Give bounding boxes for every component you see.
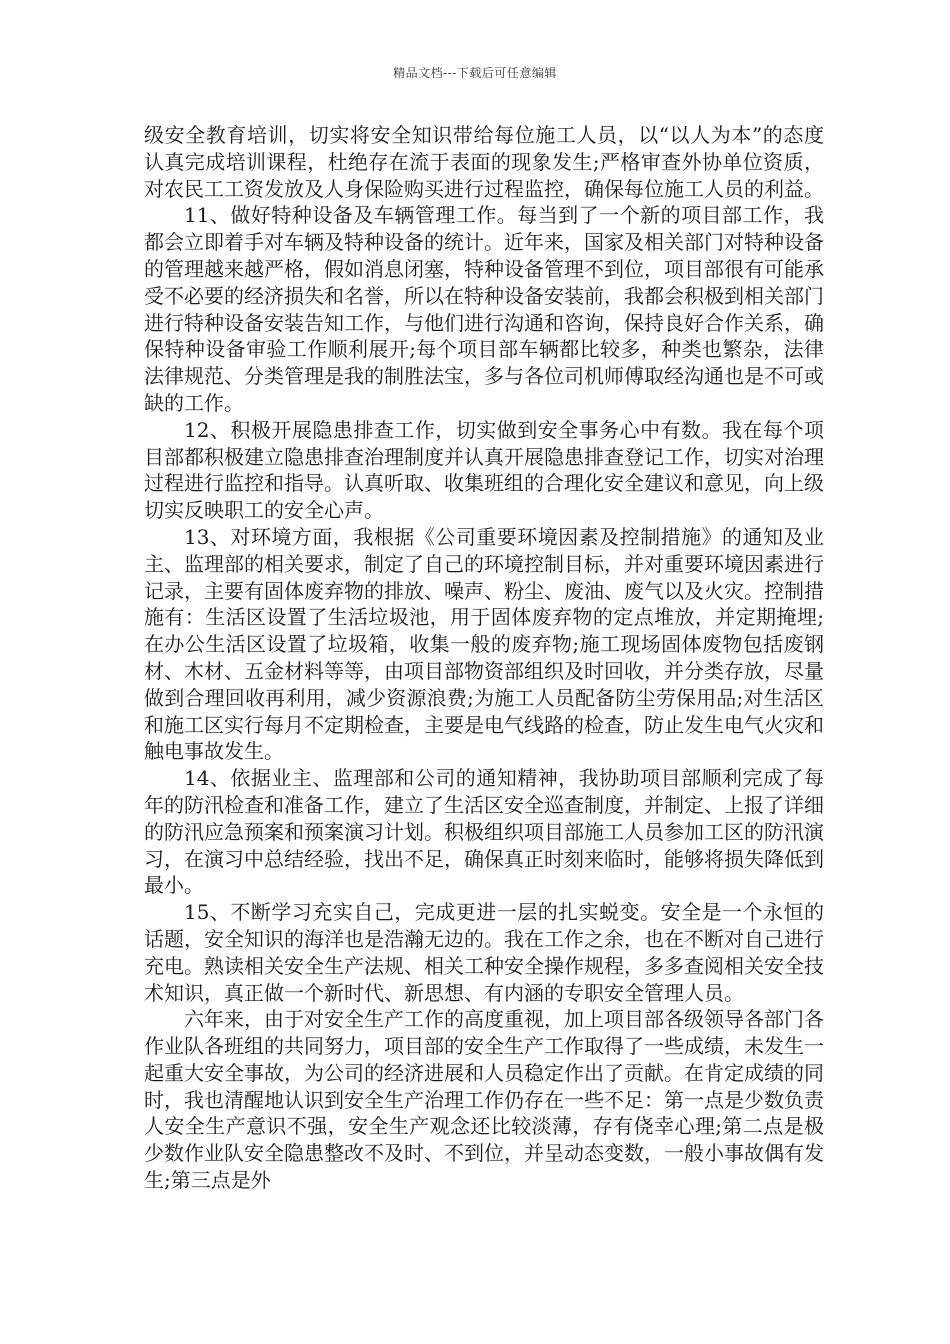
page-header: 精品文档---下载后可任意编辑 xyxy=(393,66,557,80)
paragraph-continuation: 级安全教育培训，切实将安全知识带给每位施工人员，以“以人为本”的态度认真完成培训课程，杜绝存在流于表面的现象发生;严格审查外协单位资质，对农民工工资发放及人身保险购买进行过程监控，确保每位施工人员的利益。 xyxy=(144,123,824,201)
document-body xyxy=(144,122,824,1194)
paragraph-item-14: 14、依据业主、监理部和公司的通知精神，我协助项目部顺利完成了每年的防汛检查和准备工作，建立了生活区安全巡查制度，并制定、上报了详细的防汛应急预案和预案演习计划。积极组织项目部施工人员参加工区的防汛演习，在演习中总结经验，找出不足，确保真正时刻来临时，能够将损失降低到最小。 xyxy=(144,766,824,898)
paragraph-item-12: 12、积极开展隐患排查工作，切实做到安全事务心中有数。我在每个项目部都积极建立隐患排查治理制度并认真开展隐患排查登记工作，切实对治理过程进行监控和指导。认真听取、收集班组的合理化安全建议和意见，向上级切实反映职工的安全心声。 xyxy=(144,417,824,523)
paragraph-item-11: 11、做好特种设备及车辆管理工作。每当到了一个新的项目部工作，我都会立即着手对车辆及特种设备的统计。近年来，国家及相关部门对特种设备的管理越来越严格，假如消息闭塞，特种设备管理不到位，项目部很有可能承受不必要的经济损失和名誉，所以在特种设备安装前，我都会积极到相关部门进行特种设备安装告知工作，与他们进行沟通和咨询，保持良好合作关系，确保特种设备审验工作顺利展开;每个项目部车辆都比较多，种类也繁杂，法律法律规范、分类管理是我的制胜法宝，多与各位司机师傅取经沟通也是不可或缺的工作。 xyxy=(144,203,824,415)
paragraph-item-13: 13、对环境方面，我根据《公司重要环境因素及控制措施》的通知及业主、监理部的相关要求，制定了自己的环境控制目标，并对重要环境因素进行记录，主要有固体废弃物的排放、噪声、粉尘、废油、废气以及火灾。控制措施有：生活区设置了生活垃圾池，用于固体废弃物的定点堆放，并定期掩埋;在办公生活区设置了垃圾箱，收集一般的废弃物;施工现场固体废物包括废钢材、木材、五金材料等等，由项目部物资部组织及时回收，并分类存放，尽量做到合理回收再利用，减少资源浪费;为施工人员配备防尘劳保用品;对生活区和施工区实行每月不定期检查，主要是电气线路的检查，防止发生电气火灾和触电事故发生。 xyxy=(144,524,824,764)
paragraph-item-15: 15、不断学习充实自己，完成更进一层的扎实蜕变。安全是一个永恒的话题，安全知识的海洋也是浩瀚无边的。我在工作之余，也在不断对自己进行充电。熟读相关安全生产法规、相关工种安全操作规程，多多查阅相关安全技术知识，真正做一个新时代、新思想、有内涵的专职安全管理人员。 xyxy=(144,900,824,1005)
paragraph-summary: 六年来，由于对安全生产工作的高度重视，加上项目部各级领导各部门各作业队各班组的共同努力，项目部的安全生产工作取得了一些成绩，未发生一起重大安全事故，为公司的经济进展和人员稳定作出了贡献。在肯定成绩的同时，我也清醒地认识到安全生产治理工作仍存在一些不足：第一点是少数负责人安全生产意识不强，安全生产观念还比较淡薄，存有侥幸心理;第二点是极少数作业队安全隐患整改不及时、不到位，并呈动态变数，一般小事故偶有发生;第三点是外 xyxy=(144,1007,824,1193)
